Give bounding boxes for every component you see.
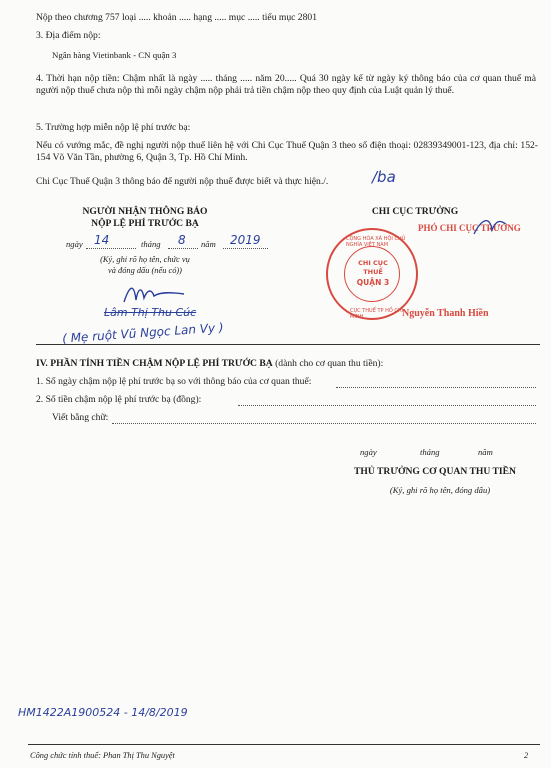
receiver-sign-note-2: và đóng dấu (nếu có)) <box>108 266 182 275</box>
collector-sign-note: (Ký, ghi rõ họ tên, đóng dấu) <box>389 485 491 495</box>
official-stamp: CỘNG HÒA XÃ HỘI CHỦ NGHĨA VIỆT NAM CỤC THUẾ TP HỒ CHÍ MINH CHI CỤC THUẾ QUẬN 3 <box>326 228 418 320</box>
contact-info: Nếu có vướng mắc, đề nghị người nộp thuế liên hệ với Chi Cục Thuế Quận 3 theo số điện thoại: 02839349001-123, địa chỉ: 152-154 Võ Văn Tần, phường 6, Quận 3, Tp. Hồ Chí Minh. <box>36 140 538 163</box>
collector-date-nam: năm <box>478 447 493 457</box>
receiver-day: 14 <box>94 233 110 247</box>
handwritten-file-code: HM1422A1900524 - 14/8/2019 <box>18 706 188 719</box>
chief-signature <box>470 212 510 242</box>
receiver-title-1: NGƯỜI NHẬN THÔNG BÁO <box>82 206 208 217</box>
initial-signature: /ba <box>372 168 396 186</box>
late-amount-item: 2. Số tiền chậm nộp lệ phí trước bạ (đồng): <box>36 394 202 405</box>
receiver-date-nam-label: năm <box>201 239 216 249</box>
collector-date-ngay: ngày <box>360 447 377 457</box>
notice-text: Chi Cục Thuế Quận 3 thông báo để người nộp thuế được biết và thực hiện./. <box>36 176 329 187</box>
receiver-date-thang-label: tháng <box>141 239 161 249</box>
chief-name: Nguyễn Thanh Hiền <box>402 308 489 319</box>
receiver-title-2: NỘP LỆ PHÍ TRƯỚC BẠ <box>91 218 199 229</box>
tax-officer: Công chức tính thuế: Phan Thị Thu Nguyệt <box>30 751 175 760</box>
deputy-stamp-title: PHÓ CHI CỤC TRƯỞNG <box>418 223 521 233</box>
receiver-signature <box>120 282 190 308</box>
chapter-line: Nộp theo chương 757 loại ..... khoản ..... hạng ..... mục ..... tiểu mục 2801 <box>36 12 317 23</box>
collector-head-title: THỦ TRƯỞNG CƠ QUAN THU TIỀN <box>354 466 516 477</box>
page-number: 2 <box>524 751 529 760</box>
receiver-date-ngay-label: ngày <box>66 239 83 249</box>
amount-in-words-label: Viết bằng chữ: <box>52 412 109 423</box>
receiver-sign-note-1: (Ký, ghi rõ họ tên, chức vụ <box>100 255 190 264</box>
receiver-handwritten-relation: ( Mẹ ruột Vũ Ngọc Lan Vy ) <box>61 320 224 346</box>
late-days-item: 1. Số ngày chậm nộp lệ phí trước bạ so với thông báo của cơ quan thuế: <box>36 376 312 387</box>
receiver-year: 2019 <box>230 233 261 247</box>
chief-title: CHI CỤC TRƯỞNG <box>371 206 459 217</box>
collector-date-thang: tháng <box>420 447 440 457</box>
section-iv-heading: IV. PHẦN TÍNH TIỀN CHẬM NỘP LỆ PHÍ TRƯỚC BẠ (dành cho cơ quan thu tiền): <box>36 358 384 369</box>
bank-name: Ngân hàng Vietinbank - CN quận 3 <box>52 50 177 60</box>
section-5-heading: 5. Trường hợp miễn nộp lệ phí trước bạ: <box>36 122 191 133</box>
receiver-month: 8 <box>178 233 186 247</box>
receiver-handwritten-name: Lâm Thị Thu Cúc <box>104 306 197 319</box>
section-3-heading: 3. Địa điểm nộp: <box>36 30 101 41</box>
section-4-deadline: 4. Thời hạn nộp tiền: Chậm nhất là ngày ..... tháng ..... năm 20..... Quá 30 ngày kể từ ngày ký thông báo của cơ quan thuế mà người nộp thuế chưa nộp thì mỗi ngày chậm nộp phải trả tiền chậm nộp theo quy định của Luật quản lý thuế. <box>36 73 536 96</box>
